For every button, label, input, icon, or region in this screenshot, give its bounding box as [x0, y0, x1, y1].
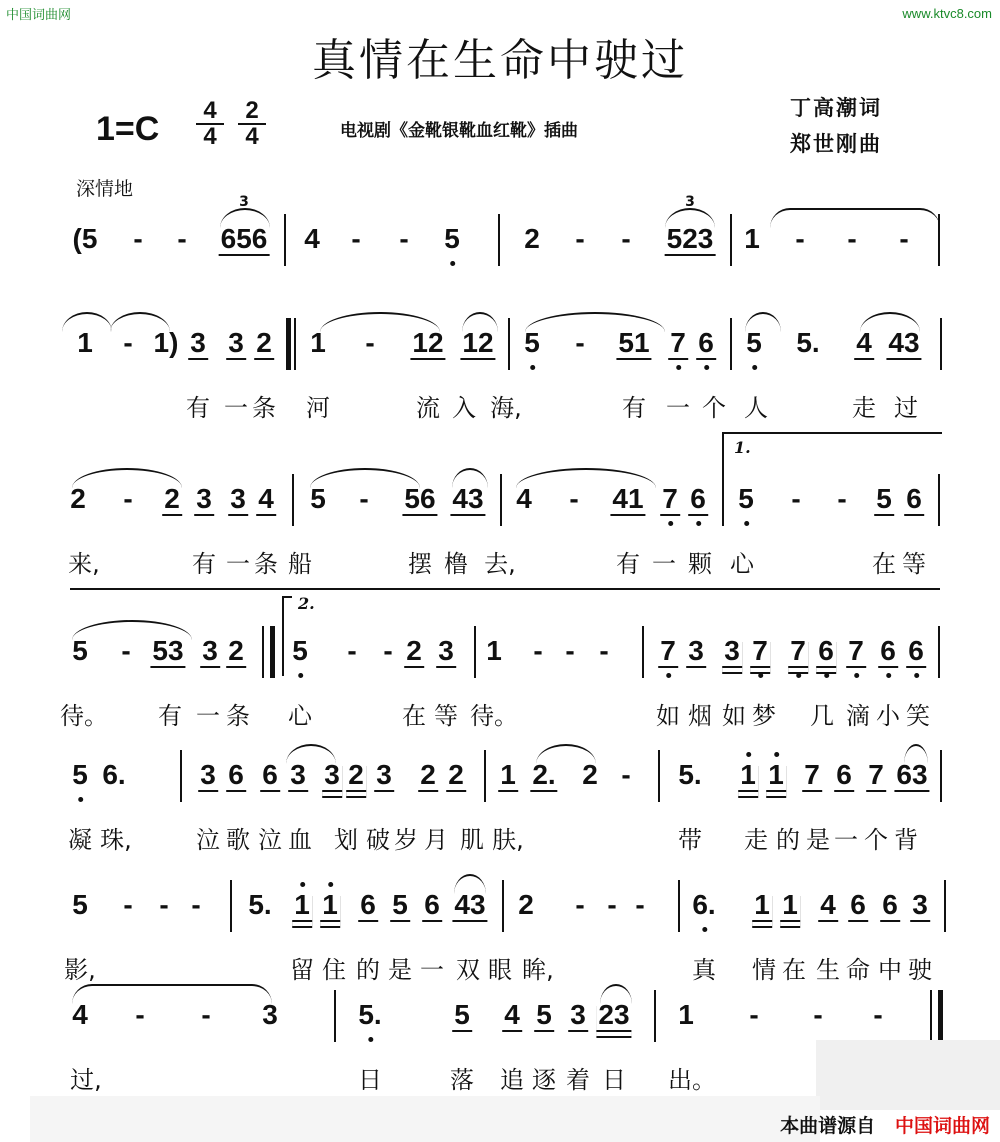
note: -: [599, 635, 609, 666]
watermark-left: 中国词曲网: [6, 8, 72, 23]
lyric: 逐: [532, 1066, 556, 1094]
note: 3: [190, 327, 206, 358]
note: -: [191, 889, 201, 920]
note: 3: [200, 759, 216, 790]
note: 2: [582, 759, 598, 790]
note: -: [123, 483, 133, 514]
lyric: 歌: [226, 826, 250, 854]
note: -: [399, 223, 409, 254]
note: 43: [888, 327, 920, 358]
lyric: 有: [192, 550, 216, 578]
note: 2: [164, 483, 180, 514]
note: 6.: [102, 759, 126, 790]
lyric: 过,: [70, 1066, 102, 1094]
barline: [180, 750, 182, 802]
lyric: 梦: [752, 702, 776, 730]
barline: [938, 214, 940, 266]
note: 1: [322, 889, 338, 920]
lyric: 肌: [460, 826, 484, 854]
lyric: 流: [416, 394, 440, 422]
source-site: 中国词曲网: [894, 1115, 990, 1137]
lyricist: 丁高潮词: [790, 96, 882, 120]
time-signature-1: 4 4: [196, 100, 224, 148]
note: 3: [262, 999, 278, 1030]
lyric: 个: [702, 394, 726, 422]
note: 7: [660, 635, 676, 666]
repeat-start-barline: [286, 318, 291, 370]
note: 4: [820, 889, 836, 920]
composer: 郑世刚曲: [790, 132, 882, 156]
lyric: 的: [776, 826, 800, 854]
note: 1: [782, 889, 798, 920]
note: 3: [570, 999, 586, 1030]
lyric: 在: [782, 956, 806, 984]
lyric: 真: [692, 956, 716, 984]
triplet-mark: 3: [239, 194, 249, 210]
note: 1: [740, 759, 756, 790]
note: 6: [690, 483, 706, 514]
note: -: [575, 889, 585, 920]
lyric: 如: [656, 702, 680, 730]
note: -: [383, 635, 393, 666]
note: 5: [292, 635, 308, 666]
note: 5: [72, 889, 88, 920]
lyric: 心: [288, 702, 312, 730]
repeat-end-barline: [930, 990, 932, 1042]
note: 2: [348, 759, 364, 790]
barline: [484, 750, 486, 802]
note: 3: [688, 635, 704, 666]
barline: [502, 880, 504, 932]
note: 5: [310, 483, 326, 514]
lyric: 河: [306, 394, 330, 422]
note: -: [749, 999, 759, 1030]
note: 12: [412, 327, 444, 358]
lyric: 日: [602, 1066, 626, 1094]
note: -: [359, 483, 369, 514]
note: 5: [72, 759, 88, 790]
note: -: [201, 999, 211, 1030]
lyric: 等: [434, 702, 458, 730]
barline: [500, 474, 502, 526]
note: -: [575, 327, 585, 358]
lyric: 人: [744, 394, 768, 422]
note: -: [635, 889, 645, 920]
barline: [940, 750, 942, 802]
lyric: 驶: [908, 956, 932, 984]
barline: [642, 626, 644, 678]
note: -: [351, 223, 361, 254]
note: 5: [524, 327, 540, 358]
barline: [938, 474, 940, 526]
barline: [730, 214, 732, 266]
lyric: 有: [186, 394, 210, 422]
note: -: [121, 635, 131, 666]
note: 5: [444, 223, 460, 254]
note: -: [873, 999, 883, 1030]
lyric: 条: [252, 394, 276, 422]
lyric: 泣: [196, 826, 220, 854]
lyric: 来,: [68, 550, 100, 578]
note: 1: [744, 223, 760, 254]
lyric: 待。: [60, 702, 108, 730]
lyric: 眼: [488, 956, 512, 984]
note: -: [795, 223, 805, 254]
volta-number-1: 1.: [734, 438, 751, 457]
note: 1: [678, 999, 694, 1030]
note: 4: [72, 999, 88, 1030]
note: 2: [518, 889, 534, 920]
lyric: 一: [652, 550, 676, 578]
lyric: 一: [420, 956, 444, 984]
note: 6: [882, 889, 898, 920]
note: 4: [516, 483, 532, 514]
note: 4: [258, 483, 274, 514]
lyric: 走: [744, 826, 768, 854]
lyric: 橹: [444, 550, 468, 578]
lyric: 几: [810, 702, 834, 730]
lyric: 笑: [906, 702, 930, 730]
lyric: 是: [806, 826, 830, 854]
note: 2.: [532, 759, 556, 790]
lyric: 破: [366, 826, 390, 854]
note: 6: [850, 889, 866, 920]
lyric: 一: [226, 550, 250, 578]
barline: [678, 880, 680, 932]
lyric: 烟: [688, 702, 712, 730]
barline: [938, 626, 940, 678]
note: 41: [612, 483, 644, 514]
lyric: 条: [254, 550, 278, 578]
note: -: [575, 223, 585, 254]
volta-bracket-edge: [282, 596, 284, 676]
lyric: 肤,: [492, 826, 524, 854]
note: 23: [598, 999, 630, 1030]
note: 5: [746, 327, 762, 358]
barline: [730, 318, 732, 370]
note: -: [621, 223, 631, 254]
note: -: [123, 327, 133, 358]
lyric: 命: [846, 956, 870, 984]
note: 4: [504, 999, 520, 1030]
note: 3: [202, 635, 218, 666]
repeat-end-barline-thick: [270, 626, 275, 678]
note: 523: [666, 223, 714, 254]
note: 7: [868, 759, 884, 790]
note: 2: [228, 635, 244, 666]
volta-number-2: 2.: [298, 594, 315, 613]
note: -: [813, 999, 823, 1030]
note: 5.: [678, 759, 702, 790]
note: 7: [804, 759, 820, 790]
lyric: 入: [452, 394, 476, 422]
note: -: [159, 889, 169, 920]
lyric: 有: [622, 394, 646, 422]
volta-bracket-1: [722, 432, 942, 434]
barline: [474, 626, 476, 678]
note: 6: [880, 635, 896, 666]
note: 4: [304, 223, 320, 254]
note: -: [133, 223, 143, 254]
note: 6: [360, 889, 376, 920]
barline: [658, 750, 660, 802]
lyric: 海,: [490, 394, 522, 422]
note: 3: [324, 759, 340, 790]
note: 2: [70, 483, 86, 514]
lyric: 日: [358, 1066, 382, 1094]
note: -: [365, 327, 375, 358]
note: 7: [662, 483, 678, 514]
note: 6: [698, 327, 714, 358]
triplet-mark: 3: [685, 194, 695, 210]
lyric: 血: [288, 826, 312, 854]
barline: [654, 990, 656, 1042]
lyric: 待。: [470, 702, 518, 730]
tie-arc: [72, 984, 272, 1004]
note: 2: [420, 759, 436, 790]
lyric: 有: [158, 702, 182, 730]
lyric: 月: [424, 826, 448, 854]
note: 12: [462, 327, 494, 358]
time-signature-2: 2 4: [238, 100, 266, 148]
note: 6: [262, 759, 278, 790]
source-credit: [780, 1111, 990, 1138]
lyric: 颗: [688, 550, 712, 578]
lyric: 在: [402, 702, 426, 730]
note: 2: [448, 759, 464, 790]
note: 656: [220, 223, 268, 254]
lyric: 岁: [394, 826, 418, 854]
repeat-end-barline-thick: [938, 990, 943, 1042]
note: 6: [908, 635, 924, 666]
lyric: 中: [878, 956, 902, 984]
note: -: [177, 223, 187, 254]
note: -: [847, 223, 857, 254]
lyric: 有: [616, 550, 640, 578]
barline: [292, 474, 294, 526]
note: -: [569, 483, 579, 514]
note: 3: [228, 327, 244, 358]
note: 2: [406, 635, 422, 666]
lyric: 等: [902, 550, 926, 578]
note: -: [347, 635, 357, 666]
note: 3: [290, 759, 306, 790]
barline: [508, 318, 510, 370]
lyric: 泣: [258, 826, 282, 854]
lyric: 一: [666, 394, 690, 422]
repeat-end-barline: [262, 626, 264, 678]
barline: [334, 990, 336, 1042]
lyric: 小: [876, 702, 900, 730]
note: 6: [836, 759, 852, 790]
lyric: 珠,: [100, 826, 132, 854]
note: 6: [228, 759, 244, 790]
note: 6.: [692, 889, 716, 920]
note: 7: [790, 635, 806, 666]
note: 3: [912, 889, 928, 920]
note: 2: [524, 223, 540, 254]
barline: [498, 214, 500, 266]
barline: [230, 880, 232, 932]
note: 6: [818, 635, 834, 666]
note: 1: [294, 889, 310, 920]
note: -: [135, 999, 145, 1030]
lyric: 眸,: [522, 956, 554, 984]
tempo-marking: 深情地: [76, 178, 134, 200]
barline: [940, 318, 942, 370]
note: 6: [424, 889, 440, 920]
lyric: 滴: [846, 702, 870, 730]
note: 3: [196, 483, 212, 514]
subtitle: 电视剧《金靴银靴血红靴》插曲: [340, 121, 578, 141]
note: 1: [768, 759, 784, 790]
note: -: [607, 889, 617, 920]
system-separator: [70, 588, 940, 590]
note: -: [899, 223, 909, 254]
note: 7: [752, 635, 768, 666]
note: 43: [454, 889, 486, 920]
lyric: 双: [456, 956, 480, 984]
note: 5: [392, 889, 408, 920]
note: 43: [452, 483, 484, 514]
lyric: 如: [722, 702, 746, 730]
note: 4: [856, 327, 872, 358]
lyric: 背: [894, 826, 918, 854]
note: 7: [848, 635, 864, 666]
note: 53: [152, 635, 184, 666]
note: 7: [670, 327, 686, 358]
note: 3: [438, 635, 454, 666]
lyric: 的: [356, 956, 380, 984]
note: 56: [404, 483, 436, 514]
note: 5.: [248, 889, 272, 920]
note: 6: [906, 483, 922, 514]
note: (5: [72, 223, 98, 254]
lyric: 船: [288, 550, 312, 578]
note: 5.: [796, 327, 820, 358]
lyric: 留: [290, 956, 314, 984]
barline: [944, 880, 946, 932]
lyric: 一: [196, 702, 220, 730]
note: 1: [500, 759, 516, 790]
note: 5.: [358, 999, 382, 1030]
note: 5: [536, 999, 552, 1030]
lyric: 是: [388, 956, 412, 984]
lyric: 出。: [668, 1066, 716, 1094]
lyric: 划: [334, 826, 358, 854]
lyric: 摆: [408, 550, 432, 578]
note: -: [791, 483, 801, 514]
lyric: 凝: [68, 826, 92, 854]
note: -: [565, 635, 575, 666]
note: -: [533, 635, 543, 666]
source-label: 本曲谱源自: [780, 1115, 876, 1137]
note: 51: [618, 327, 650, 358]
barline: [294, 318, 296, 370]
barline: [722, 474, 724, 526]
note: 5: [454, 999, 470, 1030]
lyric: 影,: [64, 956, 96, 984]
note: 5: [738, 483, 754, 514]
note: -: [837, 483, 847, 514]
note: 1: [77, 327, 93, 358]
footer-panel: [816, 1040, 1000, 1110]
note: 1: [754, 889, 770, 920]
lyric: 落: [450, 1066, 474, 1094]
lyric: 在: [872, 550, 896, 578]
note: 3: [230, 483, 246, 514]
key-signature: 1=C: [96, 110, 160, 148]
note: -: [123, 889, 133, 920]
lyric: 追: [500, 1066, 524, 1094]
lyric: 一: [224, 394, 248, 422]
lyric: 心: [730, 550, 754, 578]
lyric: 条: [226, 702, 250, 730]
song-title: 真情在生命中驶过: [312, 35, 688, 86]
note: 1: [486, 635, 502, 666]
note: 3: [724, 635, 740, 666]
lyric: 一: [834, 826, 858, 854]
watermark-right: www.ktvc8.com: [902, 6, 992, 21]
lyric: 着: [566, 1066, 590, 1094]
barline: [284, 214, 286, 266]
lyric: 去,: [484, 550, 516, 578]
note: 1): [153, 327, 179, 358]
lyric: 生: [816, 956, 840, 984]
note: 1: [310, 327, 326, 358]
lyric: 情: [752, 956, 776, 984]
footer-strip: [30, 1096, 820, 1142]
note: 63: [896, 759, 928, 790]
note: 5: [876, 483, 892, 514]
lyric: 个: [864, 826, 888, 854]
lyric: 过: [894, 394, 918, 422]
note: -: [621, 759, 631, 790]
lyric: 住: [322, 956, 346, 984]
lyric: 带: [678, 826, 702, 854]
note: 2: [256, 327, 272, 358]
lyric: 走: [852, 394, 876, 422]
note: 5: [72, 635, 88, 666]
note: 3: [376, 759, 392, 790]
